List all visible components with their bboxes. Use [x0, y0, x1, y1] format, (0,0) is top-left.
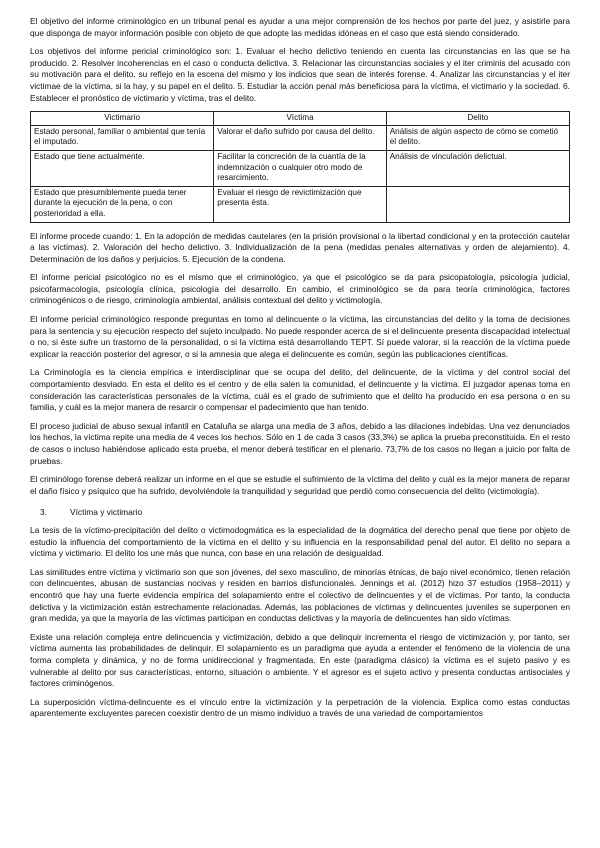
- table-cell: Facilitar la concreción de la cuantía de la indemnización o cualquier otro modo de resarcimiento.: [214, 150, 386, 186]
- column-header-victima: Víctima: [214, 112, 386, 126]
- section-title: Víctima y victimario: [70, 507, 143, 518]
- table-cell: Análisis de vinculación delictual.: [386, 150, 569, 186]
- column-header-victimario: Victimario: [31, 112, 214, 126]
- table-row: [31, 125, 570, 150]
- table-cell: [386, 186, 569, 222]
- section-number: 3.: [40, 507, 47, 518]
- table-cell: Estado que presumiblemente pueda tener durante la ejecución de la pena, o con posterioridad a ella.: [31, 186, 214, 222]
- paragraph-objectives-list: Los objetivos del informe pericial criminológico son: 1. Evaluar el hecho delictivo teniendo en cuenta las circunstancias en las que se ha producido. 2. Resolver incoherencias en el caso o conducta delictiva. 3. Relacionar las circunstancias sociales y el iter criminis del acusado con su motivación para el delito, su reflejo en la escena del mismo y los indicios que sean de interés forense. 4. Analizar las circunstancias y el iter victimae de la víctima, si la hay, y su papel en el delito. 5. Estudiar la acción penal más beneficiosa para la víctima, el victimario y la sociedad. 6. Establecer el pronóstico de victimario y víctima, tras el delito.: [30, 46, 570, 103]
- paragraph-objective: El objetivo del informe criminológico en un tribunal penal es ayudar a una mejor comprensión de los hechos por parte del juez, y asistirle para que disponga de mayor información posible con objeto de que adopte las medidas idóneas en el caso que está siendo considerado.: [30, 16, 570, 38]
- paragraph-overlap: La superposición víctima-delincuente es el vínculo entre la victimización y la perpetración de la violencia. Explica como estas conductas aparentemente excluyentes parecen coexistir dentro de un mismo individuo a través de una variedad de comportamientos: [30, 696, 570, 719]
- table-cell: Estado que tiene actualmente.: [31, 150, 214, 186]
- assessment-table: [30, 111, 570, 222]
- paragraph-forensic-criminologist: El criminólogo forense deberá realizar un informe en el que se estudie el sufrimiento de la víctima del delito y cuál es la mejor manera de reparar el daño físico y psíquico que ha sufrido, devolviéndole la tranquilidad y seguridad que perdió como consecuencia del delito (victimología).: [30, 474, 570, 496]
- table-cell: Valorar el daño sufrido por causa del delito.: [214, 125, 386, 150]
- paragraph-catalonia-statistics: El proceso judicial de abuso sexual infantil en Cataluña se alarga una media de 3 años, debido a las dilaciones indebidas. Una vez denunciados los hechos, la víctima repite una media de 4 veces los hechos. Sólo en 1 de cada 3 casos (33,3%) se aplica la prueba preconstituida. En el resto de casos o incluso habiéndose aplicado esta prueba, el menor deberá testificar en el plenario. 73,7% de los casos no llegan a juicio por falta de pruebas.: [30, 420, 570, 466]
- paragraph-similarities: Las similitudes entre víctima y victimario son que son jóvenes, del sexo masculino, de minorías étnicas, de bajo nivel económico, tienen relación con delincuentes, abusan de sustancias nocivas y residen en barrios disfuncionales. Jennings et al. (2012) hizo 37 estudios (1958–2011) y encontró que hay una fuerte evidencia empírica del solapamiento entre el colectivo de delincuentes y el de víctimas. Por tanto, la conducta delictiva y la victimización están estrechamente relacionadas. Además, las poblaciones de víctimas y delincuentes juveniles se superponen en gran medida, ya que la mayoría de las víctimas participan en conductas delictivas y la mayoría de delincuentes han sido víctimas.: [30, 566, 570, 624]
- paragraph-victim-precipitation: La tesis de la víctimo-precipitación del delito o victimodogmática es la especialidad de la dogmática del derecho penal que tiene por objeto de estudio la influencia del comportamiento de la víctima en el delito y su influencia en la responsabilidad penal del autor. El delito no separa a víctima y victimario. El delito los une más que nunca, con base en una relación de desigualdad.: [30, 524, 570, 559]
- table-cell: Evaluar el riesgo de revictimización que presenta ésta.: [214, 186, 386, 222]
- paragraph-when-applies: El informe procede cuando: 1. En la adopción de medidas cautelares (en la prisión provisional o la libertad condicional y en la protección cautelar a las víctimas). 2. Valoración del hecho delictivo. 3. Individualización de la pena (medidas penales alternativas y orden de alejamiento). 4. Determinación de los daños y perjuicios. 5. Ejecución de la condena.: [30, 230, 570, 264]
- paragraph-criminology-definition: La Criminología es la ciencia empírica e interdisciplinar que se ocupa del delito, del delincuente, de la víctima y del control social del comportamiento desviado. En esta el delito es el centro y de ella salen la comunidad, el delincuente y la víctima. El juzgador apenas toma en consideración las características personales de la víctima, cuál es el grado de sufrimiento que el delito ha producido en esa persona o en su familia, y cuál es la mejor manera de resarcir o compensar el padecimiento que han tenido.: [30, 367, 570, 413]
- column-header-delito: Delito: [386, 112, 569, 126]
- paragraph-questions: El informe pericial criminológico responde preguntas en torno al delincuente o la víctima, las circunstancias del delito y la toma de decisiones para la sentencia y su ejecución respecto del sujeto inculpado. No puede responder acerca de si el delincuente presenta discapacidad intelectual o no, si éste sufre un trastorno de la personalidad, o si la víctima está desarrollando TEPT. Sí puede valorar, si la reacción de la víctima puede explicar la reacción posterior del agresor, o si la amnesia que alega el delincuente es común, según las publicaciones científicas.: [30, 314, 570, 359]
- paragraph-psychological-vs-criminological: El informe pericial psicológico no es el mismo que el criminológico, ya que el psicológico se da para psicopatología, psicología judicial, psicofarmacología, psicología clínica, psicología del desarrollo. En cambio, el criminológico se da para teoría criminológica, factores criminogénicos o de riesgo, criminología ambiental, análisis contextual del delito y victimología.: [30, 272, 570, 306]
- table-cell: Estado personal, familiar o ambiental que tenía el imputado.: [31, 125, 214, 150]
- table-cell: Análisis de algún aspecto de cómo se cometió el delito.: [386, 125, 569, 150]
- section-heading: [30, 507, 570, 519]
- table-row: [31, 150, 570, 186]
- table-row: [31, 186, 570, 222]
- paragraph-complex-relation: Existe una relación compleja entre delincuencia y victimización, debido a que delinquir incrementa el riesgo de victimización y, por tanto, ser víctima aumenta las probabilidades de delinquir. El solapamiento es un paradigma que ayuda a entender el fenómeno de la violencia de una forma completa y dinámica, y no de forma unidireccional y fragmentada. En este (paradigma clásico) la víctima es el sujeto pasivo y es vulnerable al delito por sus características, entorno, situación o ambiente. Y el agresor es el sujeto activo y presenta conductas antisociales y factores criminógenos.: [30, 631, 570, 689]
- table-header-row: [31, 112, 570, 126]
